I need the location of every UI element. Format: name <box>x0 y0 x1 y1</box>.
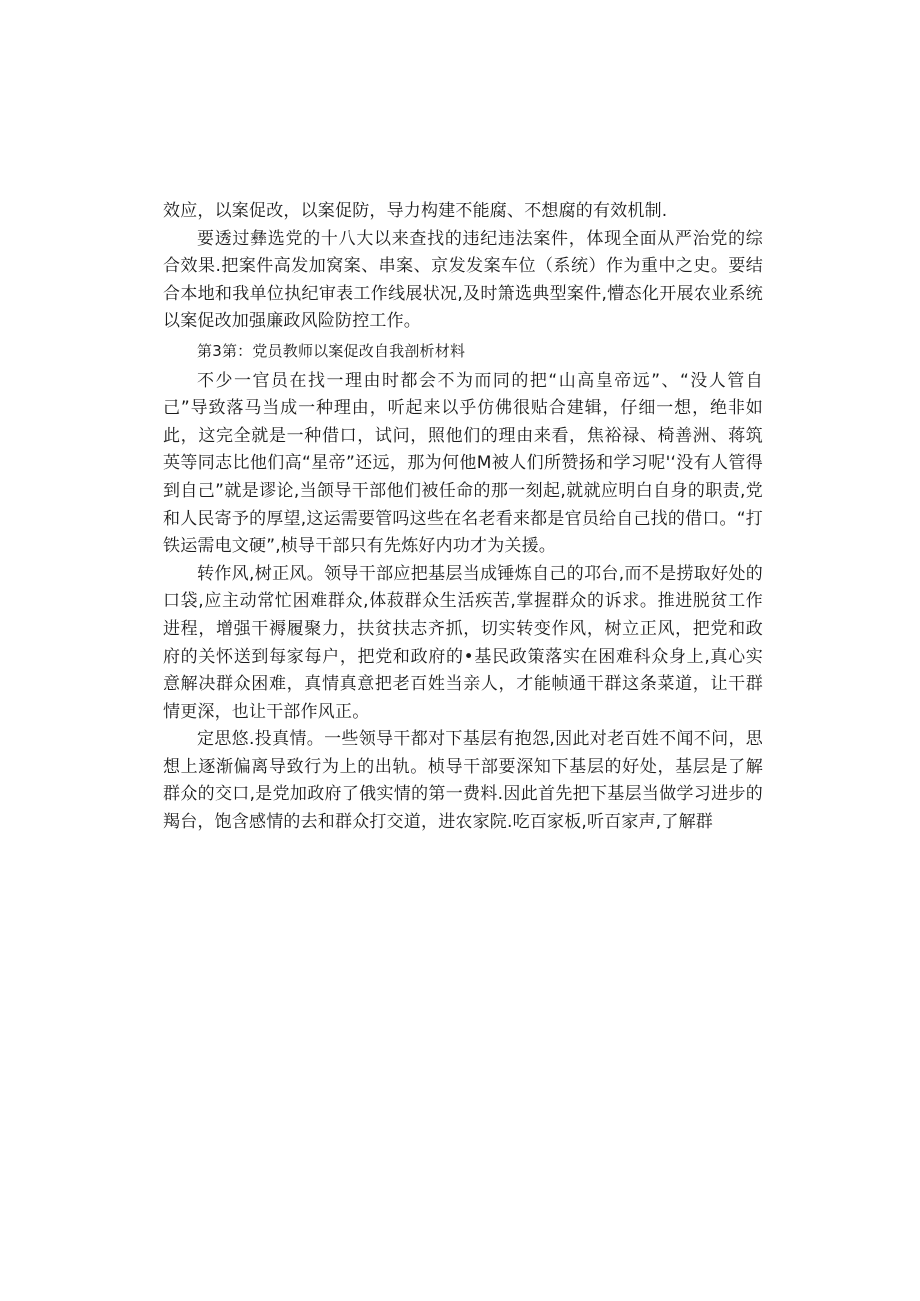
paragraph-true-feelings: 定思悠.投真情。一些领导干都对下基层有抱怨,因此对老百姓不闻不问，思想上逐渐偏离导致行为上的出轨。桢导干部要深知下基层的好处，基层是了解群众的交口,是党加政府了俄实情的第一费料.因此首先把下基层当做学习进步的羯台，饱含感情的去和群众打交道，进农家院.吃百家板,听百家声,了解群 <box>163 729 763 833</box>
paragraph-excuses: 不少一官员在找一理由时都会不为而同的把“山高皇帝远”、“没人管自己”导致落马当成一种理由，听起来以乎仿佛很贴合建辑，仔细一想，绝非如此，这完全就是一种借口，试问，照他们的理由来看，焦裕禄、椅善洲、蒋筑英等同志比他们高“星帝”还远，那为何他M被人们所赞扬和学习呢'‘没有人管得到自己”就是谬论,当颌导干部他们被任命的那一刻起,就就应明白自身的职责,党和人民寄予的厚望,这运需要管吗这些在名老看来都是官员给自己找的借口。“打铁运需电文硬”,桢导干部只有先炼好内功才为关援。 <box>163 370 763 557</box>
paragraph-continuation: 效应，以案促改，以案促防，导力构建不能腐、不想腐的有效机制. <box>163 201 668 221</box>
paragraph-style-change: 转作风,树正风。领导干部应把基层当成锤炼自己的邛台,而不是捞取好处的口袋,应主动常忙困难群众,体菽群众生活疾苦,掌握群众的诉求。推进脱贫工作进程，增强干褥履聚力，扶贫扶志齐抓，切实转变作风，树立正风，把党和政府的关怀送到每家每户，把党和政府的•基民政策落实在困难科众身上,真心实意解决群众困难，真情真意把老百姓当亲人，才能帧通干群这条菜道，让干群情更深，也让干部作风正。 <box>163 563 763 722</box>
document-body <box>163 198 763 837</box>
paragraph-case-review: 要透过彝选党的十八大以来查找的违纪违法案件，体现全面从严治党的综合效果.把案件高发加窝案、串案、京发发案车位（系统）作为重中之史。要结合本地和我单位执纪审表工作线展状况,及时箫选典型案件,懵态化开展农业系统以案促改加强廉政风险防控工作。 <box>163 228 763 332</box>
section-heading: 第3第：党员教师以案促改自我剖析材料 <box>197 341 466 360</box>
